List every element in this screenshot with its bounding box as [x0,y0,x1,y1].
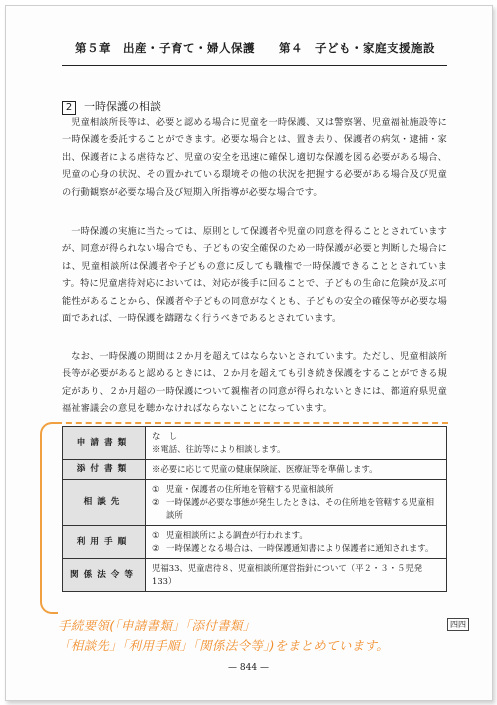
row-content [146,460,447,480]
row-content [146,559,447,592]
item-text: 児童相談所による調査が行われます。 [166,530,308,540]
page-number: — 844 — [228,663,269,673]
table-row [63,427,447,460]
cell-line: 児福33、児童虐待８、児童相談所運営指針について（平２・３・５児発133） [152,563,423,586]
procedure-table [62,426,447,592]
annotation-bracket [40,422,58,614]
paragraph: 児童相談所長等は、必要と認める場合に児童を一時保護、又は警察署、児童福祉施設等に一時保護を委託することができます。必要な場合とは、置き去り、保護者の病気・逮捕・家出、保護者による虐待など、児童の安全を迅速に確保し適切な保護を図る必要がある場合、児童の心身の状況、その置かれている環境その他の状況を把握する必要がある場合及び児童の行動観察が必要な場合及び短期入所指導が必要な場合です。 [62,117,447,198]
running-header: 第５章 出産・子育て・婦人保護 第４ 子ども・家庭支援施設 [75,41,435,55]
section-heading [62,98,161,115]
section-title: 一時保護の相談 [84,100,161,113]
paragraph: なお、一時保護の期間は２か月を超えてはならないとされています。ただし、児童相談所長等が必要があると認めるときには、２か月を超えても引き続き保護をすることができる規定があり、２か月超の一時保護について親権者の同意が得られないときには、都道府県児童福祉審議会の意見を聴かなければならないことになっています。 [62,351,447,415]
table-row [63,559,447,592]
annotation-dashed-line [56,422,448,424]
row-content [146,480,447,526]
section-number: 2 [62,101,76,115]
row-label: 相談先 [63,480,146,526]
list-item [152,496,440,522]
cell-line: な し [152,431,178,441]
cell-line: ※必要に応じて児童の健康保険証、医療証等を準備します。 [152,464,378,474]
list-item [152,483,440,496]
row-label: 関係法令等 [63,559,146,592]
handwritten-annotation: 「相談先」「利用手順」「関係法令等」)をまとめています。 [58,638,390,653]
row-label: 利用手順 [63,526,146,559]
paragraph: 一時保護の実施に当たっては、原則として保護者や児童の同意を得ることとされていますが、同意が得られない場合でも、子どもの安全確保のため一時保護が必要と判断した場合には、児童相談所は保護者や子どもの意に反しても職権で一時保護できることとされています。特に児童虐待対応においては、対応が後手に回ることで、子どもの生命に危険が及ぶ可能性があることから、保護者や子どもの同意がなくとも、子どもの安全の確保等が必要な場面であれば、一時保護を躊躇なく行うべきであるとされています。 [62,226,447,325]
table-row [63,526,447,559]
row-content [146,526,447,559]
row-label: 添付書類 [63,460,146,480]
item-marker: ① [152,484,160,494]
cell-line: ※電話、往訪等により相談します。 [152,444,286,454]
chapter-tab-badge: 四四 [447,618,469,631]
table-row [63,460,447,480]
table-row [63,480,447,526]
list-item [152,542,440,555]
list-item [152,529,440,542]
item-text: 児童・保護者の住所地を管轄する児童相談所 [166,484,334,494]
row-label: 申請書類 [63,427,146,460]
row-content [146,427,447,460]
item-marker: ② [152,543,160,553]
item-text: 一時保護が必要な事態が発生したときは、その住所地を管轄する児童相談所 [166,497,434,520]
handwritten-annotation: 手続要領(「申請書類」「添付書類」 [58,618,256,633]
item-marker: ① [152,530,160,540]
item-text: 一時保護となる場合は、一時保護通知書により保護者に通知されます。 [166,543,434,553]
header-divider [62,65,447,66]
item-marker: ② [152,497,160,507]
